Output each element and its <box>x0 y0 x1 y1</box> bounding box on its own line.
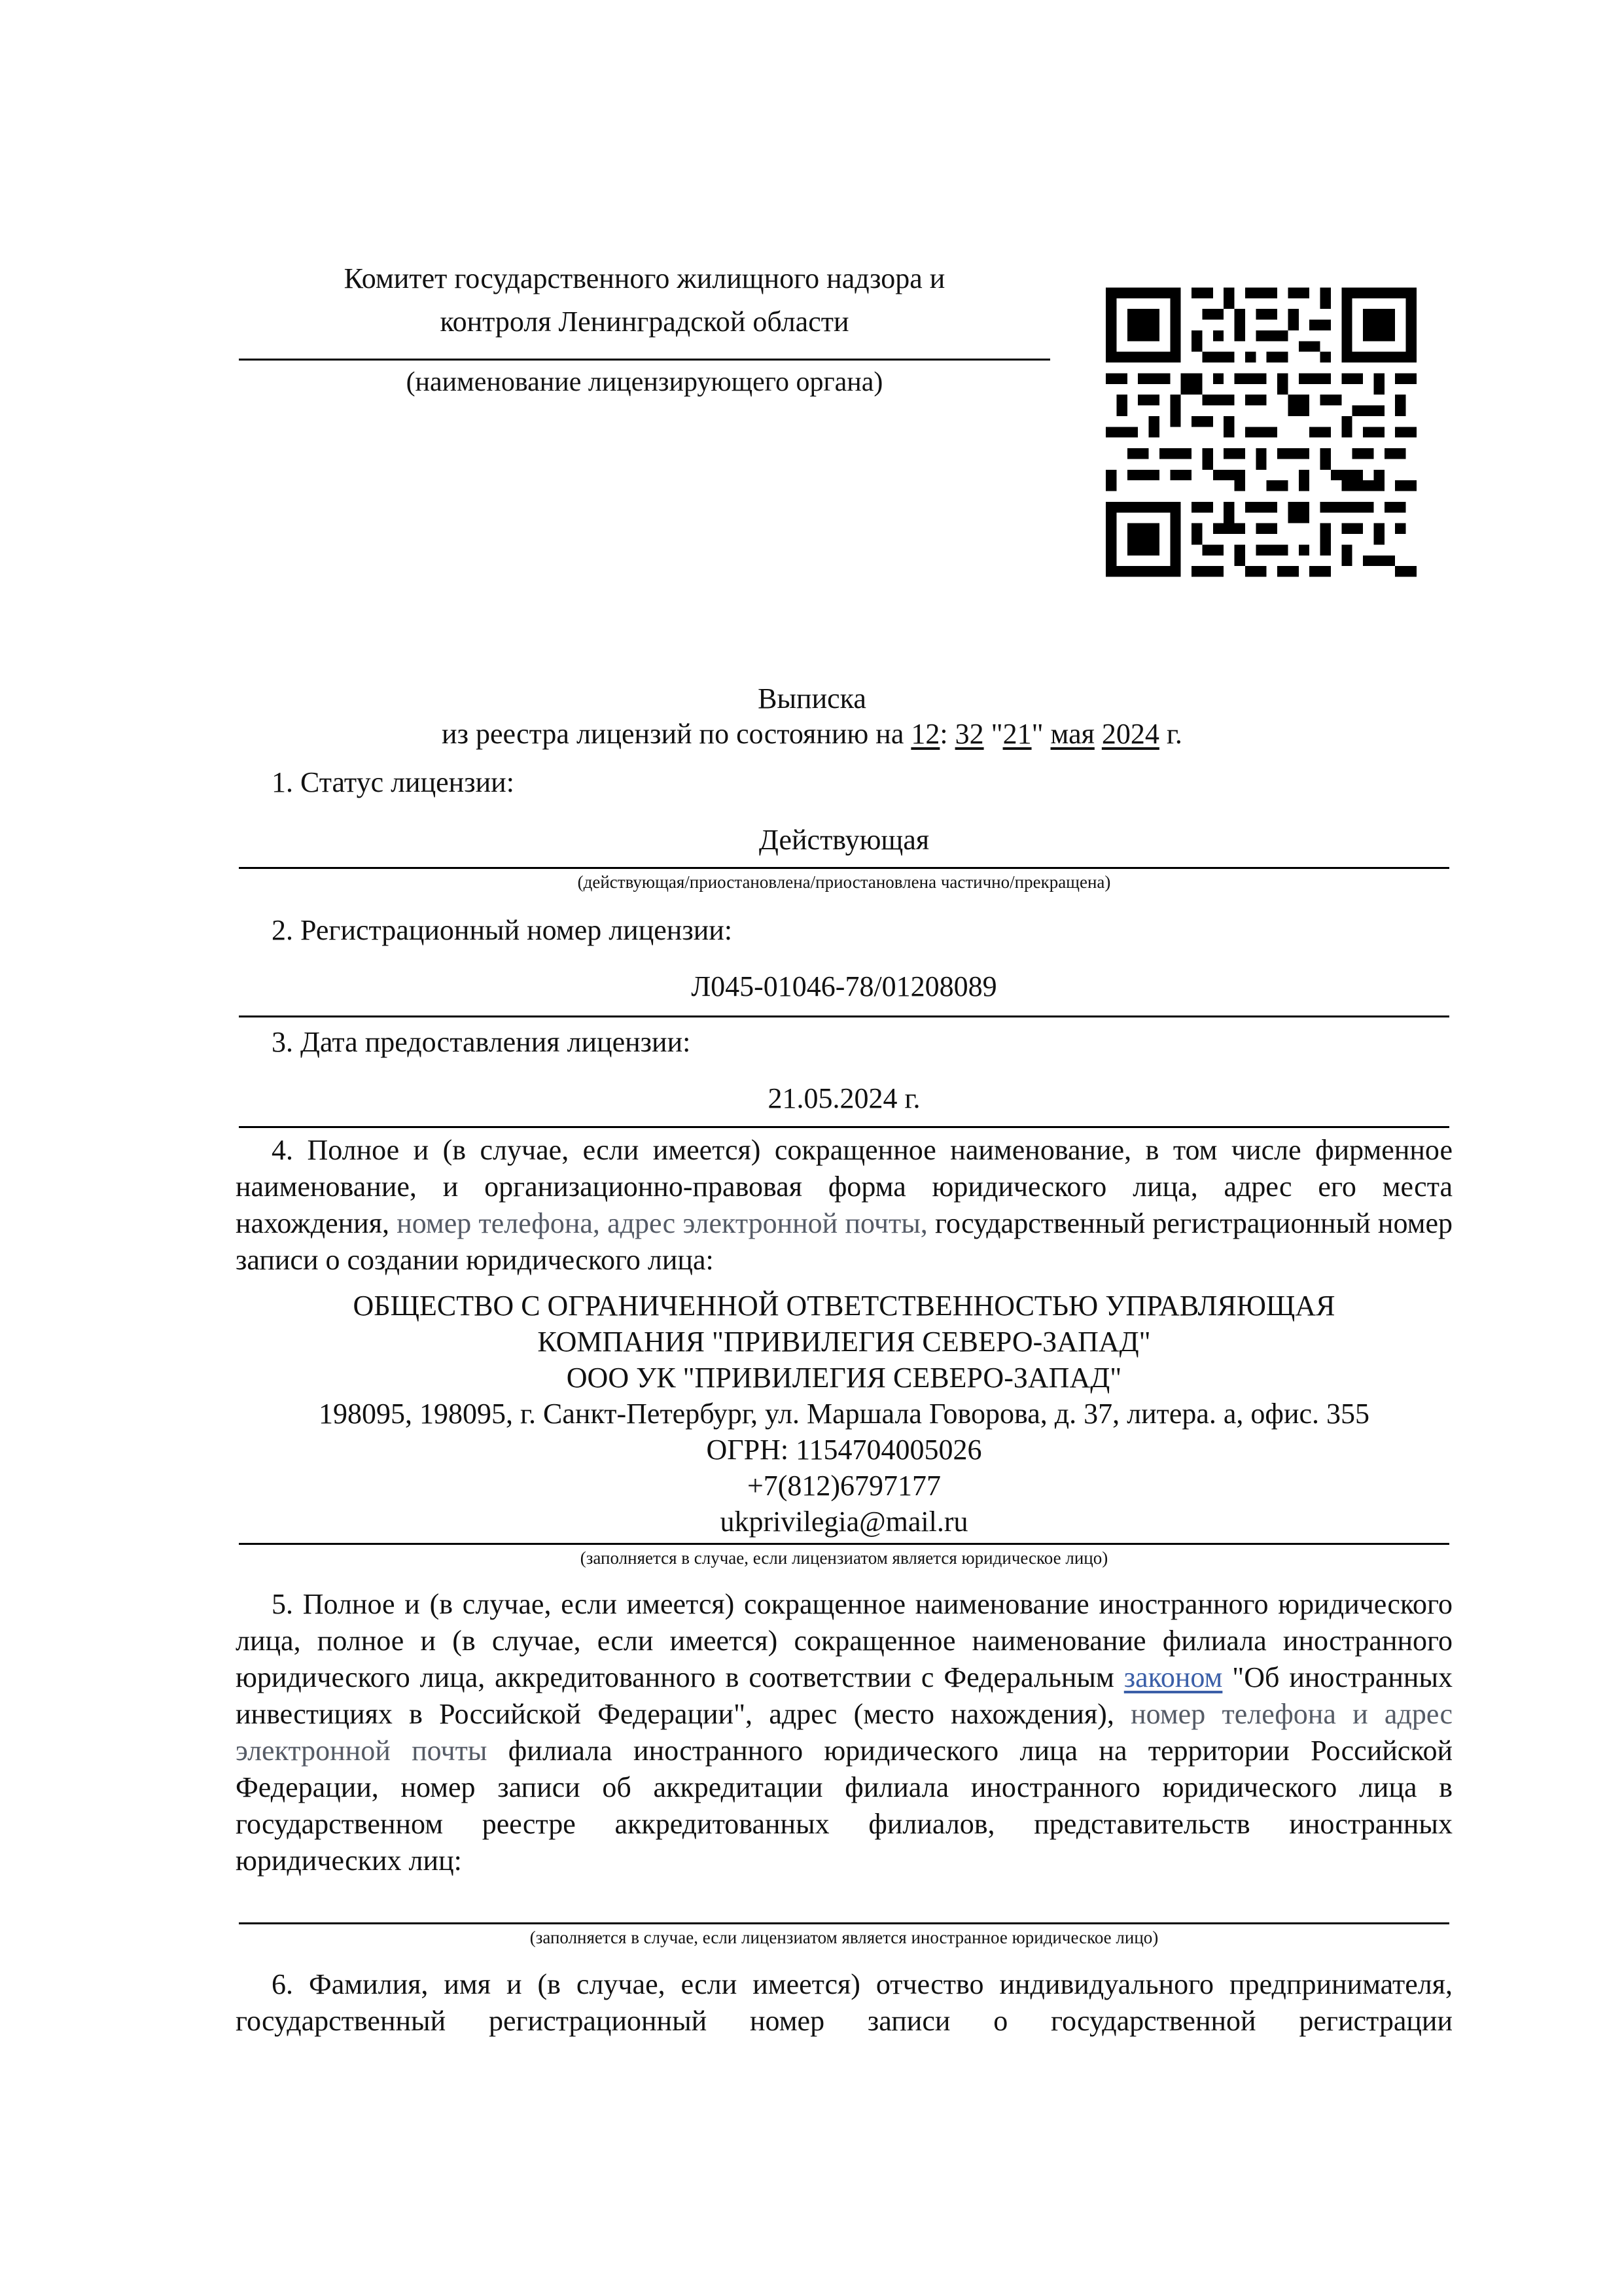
licensee-details <box>239 1288 1449 1540</box>
section-4-text-b: номер телефона, адрес электронной почты, <box>397 1207 928 1239</box>
company-phone: +7(812)6797177 <box>747 1470 942 1502</box>
company-full-name-2: КОМПАНИЯ "ПРИВИЛЕГИЯ СЕВЕРО-ЗАПАД" <box>537 1326 1151 1358</box>
section-6-line-2: государственный регистрационный номер записи о государственной регистрации <box>236 2005 1453 2037</box>
section-6-line-1-text: 6. Фамилия, имя и (в случае, если имеется) отчество индивидуального предпринимателя, <box>272 1968 1453 2000</box>
section-3-label: 3. Дата предоставления лицензии: <box>272 1026 691 1058</box>
section-4-text-c: государственный регистрационный номер записи о создании юридического лица: <box>236 1207 1453 1276</box>
authority-line-2: контроля Ленинградской области <box>440 306 849 338</box>
section-5-text-d: филиала иностранного юридического лица на территории Российской Федерации, номер записи об аккредитации филиала иностранного юридического лица в государственном реестре аккредитованных филиалов, представительств иностранных юридических лиц: <box>236 1735 1453 1877</box>
company-address: 198095, 198095, г. Санкт-Петербург, ул. Маршала Говорова, д. 37, литера. а, офис. 355 <box>318 1398 1370 1430</box>
subtitle-suffix: г. <box>1166 718 1182 750</box>
section-1-underline <box>239 867 1449 869</box>
date-year: 2024 <box>1101 718 1159 750</box>
section-1-label: 1. Статус лицензии: <box>272 766 514 798</box>
license-status: Действующая <box>758 824 930 856</box>
authority-underline <box>239 359 1050 361</box>
section-5-underline <box>239 1922 1449 1924</box>
time-minute: 32 <box>955 718 984 750</box>
license-number: Л045-01046-78/01208089 <box>691 970 997 1002</box>
document-title: Выписка <box>758 682 866 715</box>
company-short-name: ООО УК "ПРИВИЛЕГИЯ СЕВЕРО-ЗАПАД" <box>566 1362 1122 1394</box>
section-1-caption: (действующая/приостановлена/приостановлена частично/прекращена) <box>577 872 1111 892</box>
subtitle-prefix: из реестра лицензий по состоянию на <box>442 718 904 750</box>
date-month: мая <box>1050 718 1095 750</box>
section-5-text <box>236 1586 1453 1879</box>
section-6-line-1 <box>236 1966 1453 2003</box>
section-5-text-c: номер телефона и адрес электронной почты <box>236 1698 1453 1767</box>
authority-name <box>239 260 1050 340</box>
section-2-label: 2. Регистрационный номер лицензии: <box>272 914 733 946</box>
authority-line-1: Комитет государственного жилищного надзора и <box>344 262 945 294</box>
company-email: ukprivilegia@mail.ru <box>720 1506 968 1538</box>
qr-code-icon <box>1106 287 1417 578</box>
section-4-text <box>236 1132 1453 1279</box>
section-4-underline <box>239 1543 1449 1545</box>
section-3-underline <box>239 1126 1449 1128</box>
section-5-text-b: "Об иностранных инвестициях в Российской Федерации", адрес (место нахождения), <box>236 1661 1453 1730</box>
document-subtitle: из реестра лицензий по состоянию на 12: 32 "21" мая 2024 г. <box>442 718 1182 750</box>
section-4-text-a: 4. Полное и (в случае, если имеется) сокращенное наименование, в том числе фирменное наименование, и организационно-правовая форма юридического лица, адрес его места нахождения, <box>236 1134 1453 1239</box>
section-2-underline <box>239 1016 1449 1017</box>
section-5-caption: (заполняется в случае, если лицензиатом является иностранное юридическое лицо) <box>529 1928 1159 1947</box>
time-hour: 12 <box>911 718 940 750</box>
section-5-text-a: 5. Полное и (в случае, если имеется) сокращенное наименование иностранного юридического лица, полное и (в случае, если имеется) сокращенное наименование филиала иностранного юридического лица, аккредитованного в соответствии с Федеральным <box>236 1588 1453 1693</box>
date-day: 21 <box>1002 718 1032 750</box>
company-full-name-1: ОБЩЕСТВО С ОГРАНИЧЕННОЙ ОТВЕТСТВЕННОСТЬЮ УПРАВЛЯЮЩАЯ <box>353 1290 1335 1322</box>
federal-law-link[interactable]: законом <box>1123 1661 1223 1693</box>
authority-caption: (наименование лицензирующего органа) <box>406 367 883 397</box>
license-date: 21.05.2024 г. <box>768 1082 921 1114</box>
company-ogrn: ОГРН: 1154704005026 <box>706 1434 982 1466</box>
section-4-caption: (заполняется в случае, если лицензиатом является юридическое лицо) <box>580 1548 1108 1568</box>
